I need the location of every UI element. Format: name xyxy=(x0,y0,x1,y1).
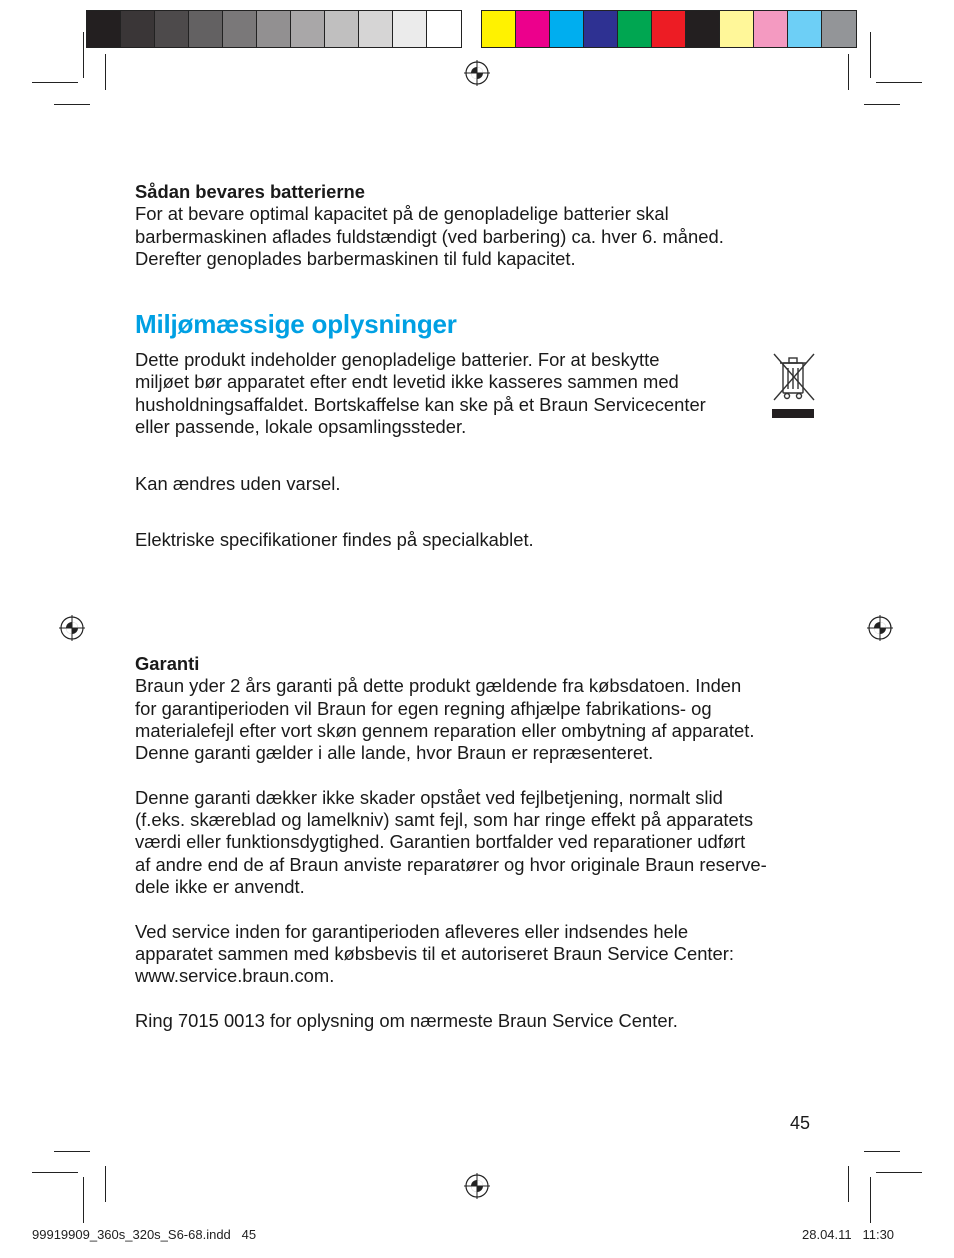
crop-mark xyxy=(876,1172,922,1173)
battery-text: For at bevare optimal kapacitet på de genopladelige batterier skal barbermaskinen aflades fuldstændigt (ved barbering) ca. hver 6. måned. Derefter genoplades barbermaskinen til fuld kapacitet. xyxy=(135,203,724,269)
slug-file: 99919909_360s_320s_S6-68.indd 45 xyxy=(32,1227,257,1242)
gray-color-bar xyxy=(86,10,462,48)
notice-change xyxy=(135,473,825,495)
notice-specs xyxy=(135,529,825,551)
warranty-section xyxy=(135,653,825,1032)
crop-mark xyxy=(83,32,84,78)
registration-mark-icon xyxy=(59,615,85,641)
page-number: 45 xyxy=(790,1113,811,1133)
battery-section xyxy=(135,181,825,270)
warranty-paragraph: Ring 7015 0013 for oplysning om nærmeste Braun Service Center. xyxy=(135,1009,678,1031)
warranty-heading: Garanti xyxy=(135,653,200,674)
crop-mark xyxy=(864,1151,900,1152)
color-swatch xyxy=(87,11,121,47)
notice-change-text: Kan ændres uden varsel. xyxy=(135,473,341,494)
color-swatch xyxy=(223,11,257,47)
warranty-paragraph: Denne garanti dækker ikke skader opstået ved fejlbetjening, normalt slid (f.eks. skæreblad og lamelkniv) samt fejl, som har ringe effekt på apparatets værdi eller funktionsdygtighed. Garantien bortfalder ved reparationer udført af andre end de af Braun anviste reparatører og hvor originale Braun reserve- dele ikke er anvendt. xyxy=(135,786,767,897)
color-swatch xyxy=(788,11,822,47)
crop-mark xyxy=(864,104,900,105)
crop-mark xyxy=(54,1151,90,1152)
notice-specs-text: Elektriske specifikationer findes på specialkablet. xyxy=(135,529,534,550)
crop-mark xyxy=(870,32,871,78)
environment-section xyxy=(135,309,825,340)
color-swatch xyxy=(584,11,618,47)
color-swatch xyxy=(155,11,189,47)
registration-mark-icon xyxy=(464,1173,490,1199)
color-swatch xyxy=(257,11,291,47)
crop-mark xyxy=(876,82,922,83)
environment-text: Dette produkt indeholder genopladelige batterier. For at beskytte miljøet bør apparatet efter endt levetid ikke kasseres sammen med husholdningsaffaldet. Bortskaffelse kan ske på et Braun Servicecenter eller passende, lokale opsamlingssteder. xyxy=(135,349,706,437)
environment-heading: Miljømæssige oplysninger xyxy=(135,309,457,339)
crop-mark xyxy=(32,82,78,83)
color-swatch xyxy=(516,11,550,47)
crop-mark xyxy=(848,1166,849,1202)
color-swatch xyxy=(189,11,223,47)
registration-mark-icon xyxy=(867,615,893,641)
crop-mark xyxy=(870,1177,871,1223)
crop-mark xyxy=(32,1172,78,1173)
color-swatch xyxy=(325,11,359,47)
color-swatch xyxy=(359,11,393,47)
crop-mark xyxy=(105,1166,106,1202)
color-swatch xyxy=(291,11,325,47)
color-swatch xyxy=(652,11,686,47)
environment-body xyxy=(135,349,765,438)
color-swatch xyxy=(686,11,720,47)
color-swatch xyxy=(121,11,155,47)
crop-mark xyxy=(54,104,90,105)
color-swatch xyxy=(482,11,516,47)
color-swatch xyxy=(754,11,788,47)
color-swatch xyxy=(822,11,856,47)
warranty-paragraph: Braun yder 2 års garanti på dette produkt gældende fra købsdatoen. Inden for garantiperioden vil Braun for egen regning afhjælpe fabrikations- og materialefejl efter vort skøn gennem reparation eller ombytning af apparatet. Denne garanti gælder i alle lande, hvor Braun er repræsenteret. xyxy=(135,675,755,764)
color-swatch xyxy=(427,11,461,47)
crop-mark xyxy=(105,54,106,90)
color-swatch xyxy=(720,11,754,47)
battery-heading: Sådan bevares batterierne xyxy=(135,181,365,202)
color-swatch xyxy=(550,11,584,47)
color-swatch xyxy=(393,11,427,47)
crop-mark xyxy=(83,1177,84,1223)
warranty-paragraph: Ved service inden for garantiperioden afleveres eller indsendes hele apparatet sammen med købsbevis til et autoriseret Braun Service Center: www.service.braun.com. xyxy=(135,920,734,987)
color-swatch xyxy=(618,11,652,47)
process-color-bar xyxy=(481,10,857,48)
slug-date: 28.04.11 11:30 xyxy=(802,1227,895,1242)
registration-mark-icon xyxy=(464,60,490,86)
crop-mark xyxy=(848,54,849,90)
crossed-bin-icon xyxy=(768,350,818,422)
